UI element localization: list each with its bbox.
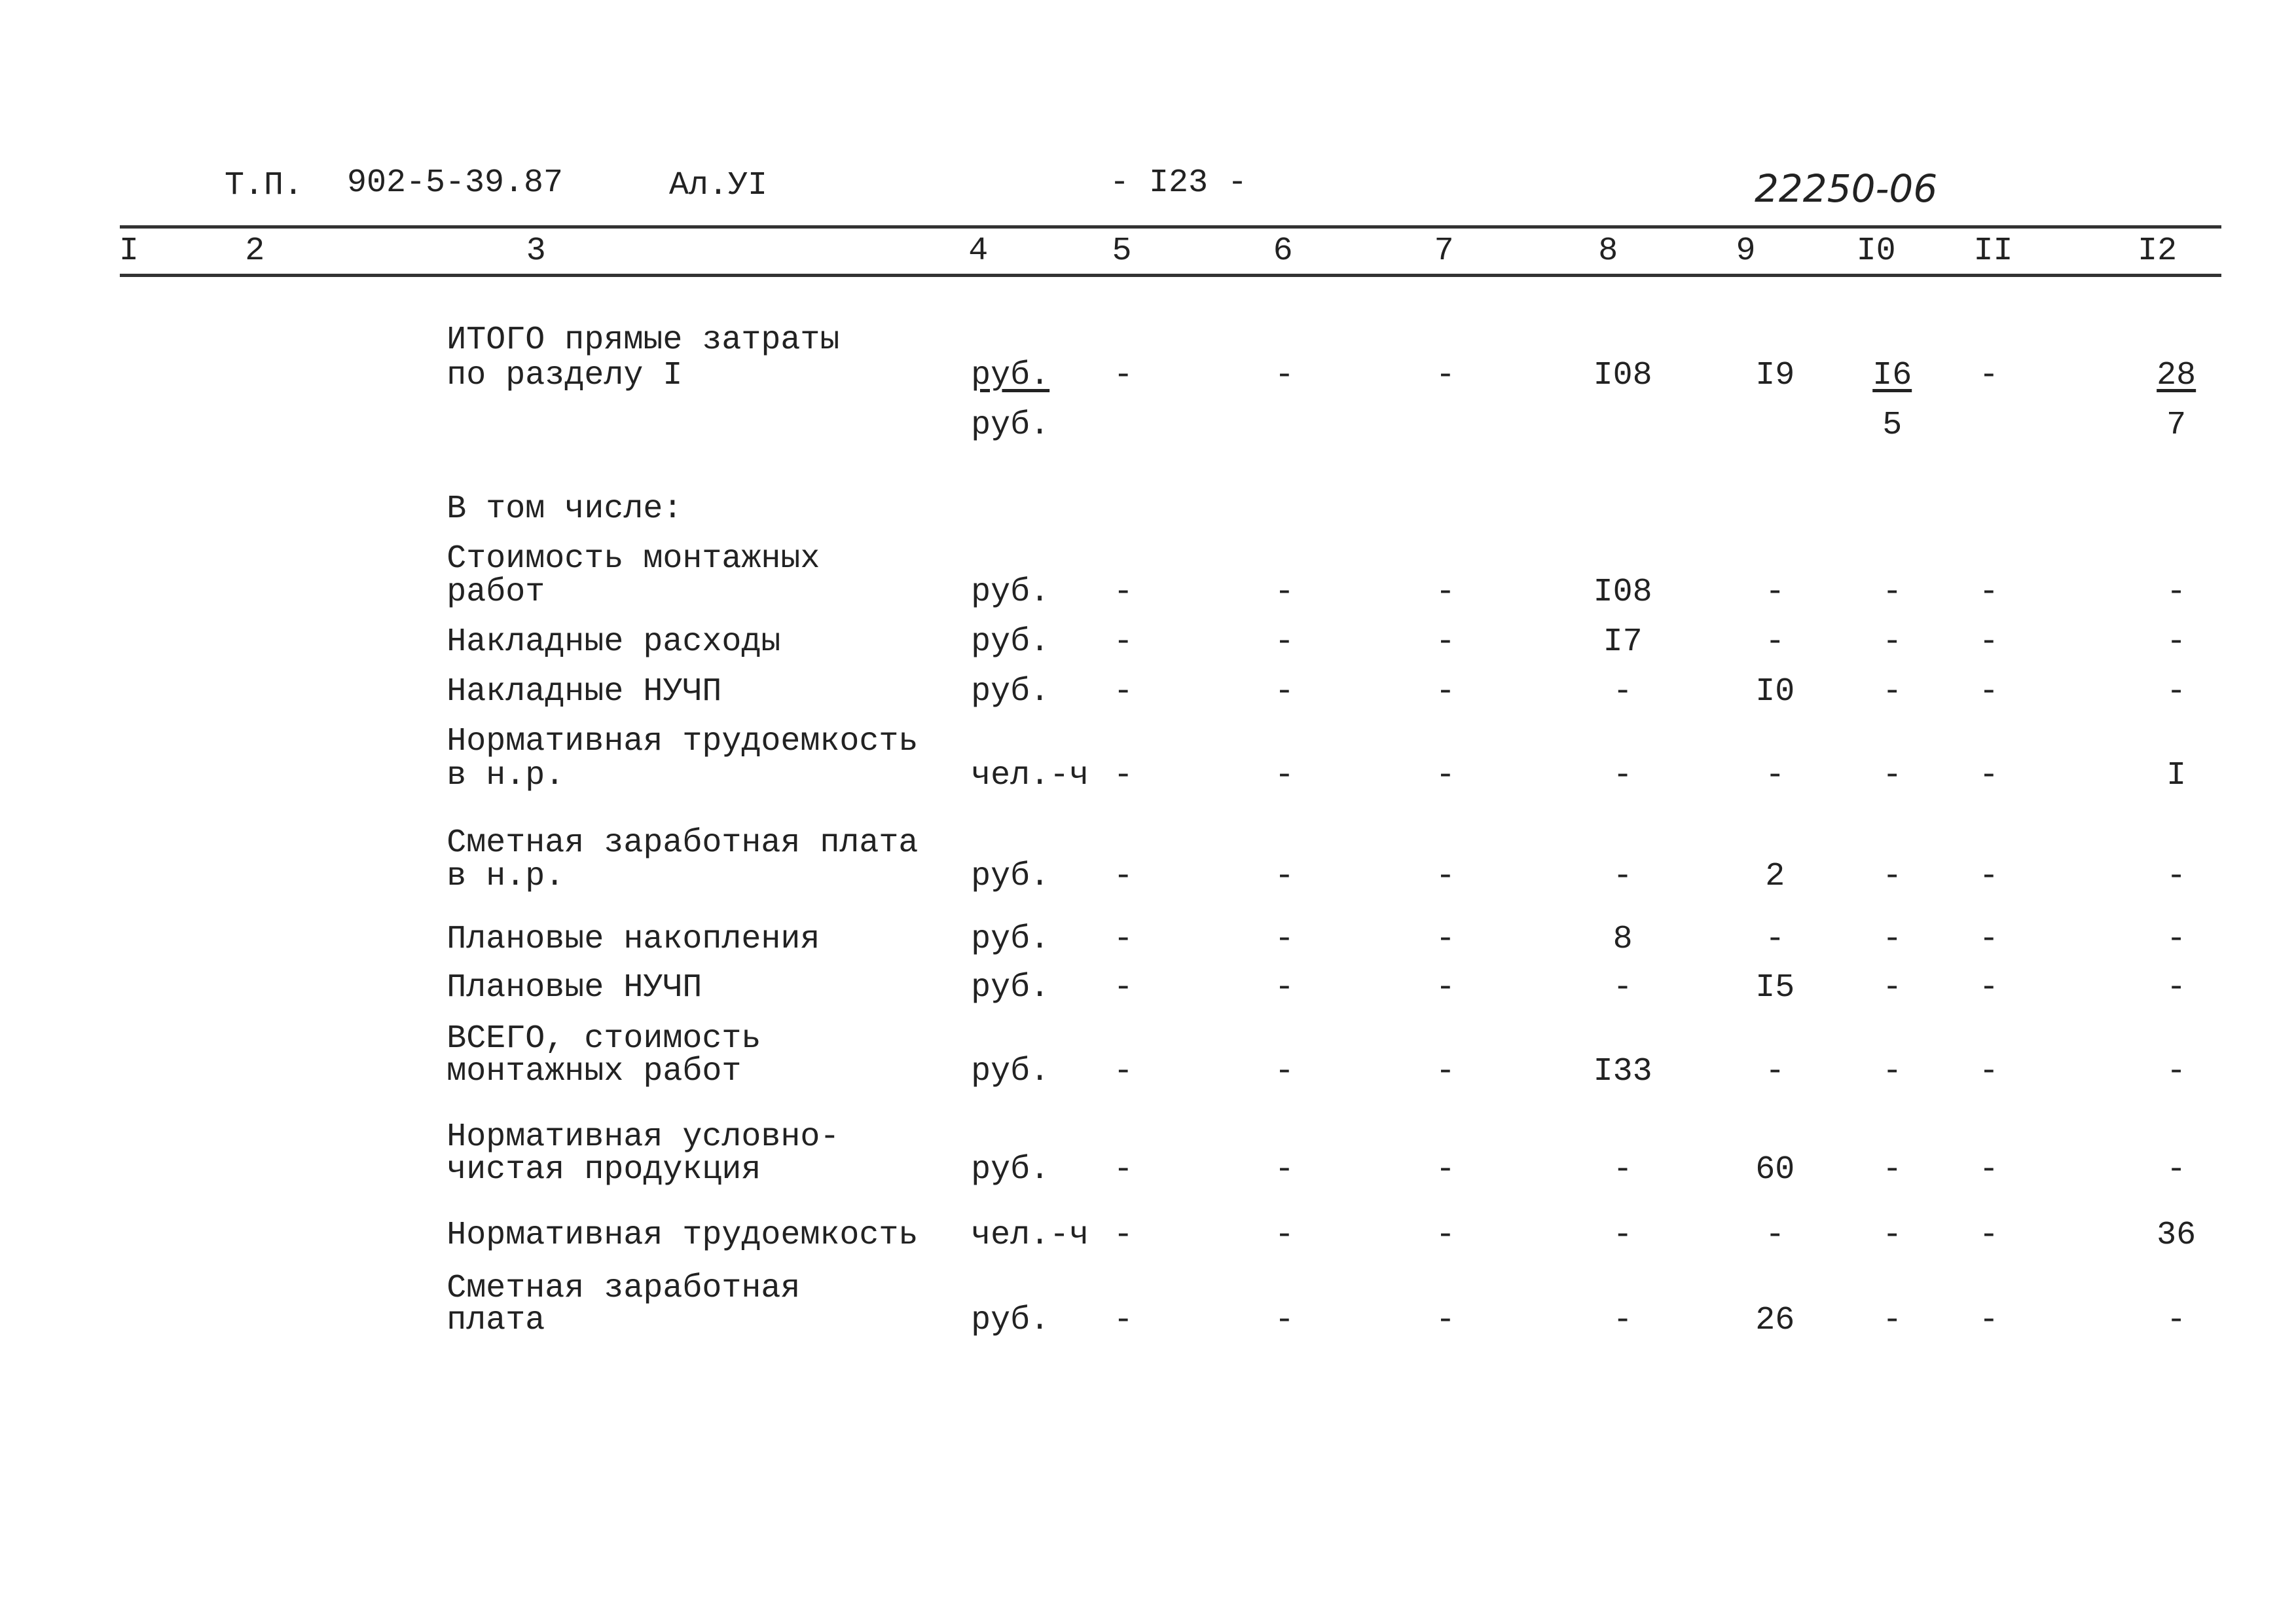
cell-col-12: -	[2166, 574, 2187, 612]
cell-col-7: -	[1435, 1052, 1455, 1090]
cell-col-10: -	[1882, 921, 1903, 959]
cell-col-6: -	[1274, 756, 1294, 794]
cell-col-11: -	[1978, 1301, 1999, 1339]
row-label: плата	[446, 1301, 545, 1339]
cell-col-8: I08	[1593, 574, 1652, 612]
cell-col-8: -	[1613, 969, 1633, 1007]
album-number: Ал.УI	[669, 167, 768, 204]
cell-col-6: -	[1274, 858, 1294, 896]
cell-col-11: -	[1978, 756, 1999, 794]
cell-col-6: -	[1274, 574, 1294, 612]
column-number: 6	[1273, 232, 1293, 270]
column-number: 3	[526, 232, 546, 270]
cell-col-10: 5	[1882, 407, 1903, 445]
cell-col-5: -	[1113, 858, 1133, 896]
cell-col-5: -	[1113, 1217, 1133, 1255]
cell-col-8: -	[1613, 1151, 1633, 1189]
cell-col-10: -	[1882, 1217, 1903, 1255]
cell-col-6: -	[1274, 357, 1294, 395]
row-label: В том числе:	[446, 490, 683, 528]
cell-col-7: -	[1435, 1301, 1455, 1339]
column-number: I2	[2138, 232, 2178, 270]
cell-col-6: -	[1274, 1052, 1294, 1090]
cell-col-10: -	[1882, 1052, 1903, 1090]
cell-col-9: I0	[1755, 673, 1795, 711]
unit: руб.	[971, 673, 1050, 711]
column-number: I0	[1856, 232, 1896, 270]
cell-col-12: -	[2166, 1052, 2187, 1090]
cell-col-8: I7	[1603, 623, 1643, 661]
cell-col-8: -	[1613, 1217, 1633, 1255]
cell-col-5: -	[1113, 921, 1133, 959]
cell-col-7: -	[1435, 969, 1455, 1007]
cell-col-9: 26	[1755, 1301, 1795, 1339]
row-label: Сметная заработная	[446, 1269, 801, 1307]
cell-col-7: -	[1435, 756, 1455, 794]
cell-col-5: -	[1113, 574, 1133, 612]
unit: руб.	[971, 858, 1050, 896]
row-label: в н.р.	[446, 756, 565, 794]
cell-col-12: 36	[2157, 1217, 2196, 1255]
cell-col-12: -	[2166, 921, 2187, 959]
cell-col-12: -	[2166, 1151, 2187, 1189]
cell-col-6: -	[1274, 623, 1294, 661]
cell-col-5: -	[1113, 1301, 1133, 1339]
cell-col-12: 7	[2166, 407, 2187, 445]
cell-col-9: I9	[1755, 357, 1795, 395]
cell-col-11: -	[1978, 574, 1999, 612]
cell-col-6: -	[1274, 921, 1294, 959]
cell-col-10: -	[1882, 969, 1903, 1007]
cell-col-7: -	[1435, 574, 1455, 612]
row-label: работ	[446, 574, 545, 612]
cell-col-7: -	[1435, 357, 1455, 395]
cell-col-11: -	[1978, 1151, 1999, 1189]
unit: руб.	[971, 357, 1050, 395]
cell-col-5: -	[1113, 1052, 1133, 1090]
cell-col-9: -	[1765, 623, 1785, 661]
cell-col-12: -	[2166, 969, 2187, 1007]
cell-col-11: -	[1978, 623, 1999, 661]
column-number: I	[118, 232, 139, 270]
unit: чел.-ч	[971, 1217, 1089, 1255]
cell-col-5: -	[1113, 1151, 1133, 1189]
cell-col-11: -	[1978, 1052, 1999, 1090]
cell-col-8: I33	[1593, 1052, 1652, 1090]
cell-col-8: -	[1613, 756, 1633, 794]
cell-col-6: -	[1274, 969, 1294, 1007]
row-label: в н.р.	[446, 858, 565, 896]
cell-col-11: -	[1978, 1217, 1999, 1255]
unit: руб.	[971, 1151, 1050, 1189]
row-label: монтажных работ	[446, 1052, 742, 1090]
cell-col-10: I6	[1872, 357, 1912, 395]
column-number: II	[1973, 232, 2013, 270]
column-number: 2	[245, 232, 265, 270]
doc-code: Т.П.	[225, 167, 304, 204]
unit: руб.	[971, 623, 1050, 661]
cell-col-7: -	[1435, 673, 1455, 711]
cell-col-11: -	[1978, 921, 1999, 959]
cell-col-5: -	[1113, 357, 1133, 395]
cell-col-8: -	[1613, 1301, 1633, 1339]
cell-col-6: -	[1274, 1217, 1294, 1255]
cell-col-12: -	[2166, 623, 2187, 661]
unit: руб.	[971, 1052, 1050, 1090]
cell-col-7: -	[1435, 1151, 1455, 1189]
row-label: Плановые накопления	[446, 921, 820, 959]
unit: чел.-ч	[971, 756, 1089, 794]
cell-col-11: -	[1978, 357, 1999, 395]
row-label: Стоимость монтажных	[446, 540, 820, 578]
row-label: ВСЕГО, стоимость	[446, 1020, 761, 1058]
cell-col-10: -	[1882, 756, 1903, 794]
cell-col-9: -	[1765, 574, 1785, 612]
cell-col-7: -	[1435, 623, 1455, 661]
cell-col-10: -	[1882, 574, 1903, 612]
row-label: Нормативная трудоемкость	[446, 723, 919, 761]
cell-col-8: I08	[1593, 357, 1652, 395]
cell-col-11: -	[1978, 673, 1999, 711]
unit: руб.	[971, 407, 1050, 445]
cell-col-9: I5	[1755, 969, 1795, 1007]
cell-col-7: -	[1435, 858, 1455, 896]
row-label: ИТОГО прямые затраты	[446, 322, 840, 360]
unit: руб.	[971, 1301, 1050, 1339]
cell-col-10: -	[1882, 673, 1903, 711]
header-bottom-rule	[120, 274, 2221, 277]
cell-col-9: -	[1765, 756, 1785, 794]
cell-col-11: -	[1978, 969, 1999, 1007]
project-number: 902-5-39.87	[347, 164, 564, 202]
cell-col-10: -	[1882, 1301, 1903, 1339]
cell-col-8: 8	[1613, 921, 1633, 959]
cell-col-7: -	[1435, 1217, 1455, 1255]
header-top-rule	[120, 225, 2221, 229]
cell-col-6: -	[1274, 673, 1294, 711]
cell-col-12: -	[2166, 1301, 2187, 1339]
unit: руб.	[971, 969, 1050, 1007]
cell-col-6: -	[1274, 1151, 1294, 1189]
cell-col-11: -	[1978, 858, 1999, 896]
cell-col-5: -	[1113, 623, 1133, 661]
row-label: Плановые НУЧП	[446, 969, 702, 1007]
cell-col-5: -	[1113, 756, 1133, 794]
cell-col-10: -	[1882, 623, 1903, 661]
row-label: Нормативная условно-	[446, 1118, 840, 1156]
column-number: 4	[968, 232, 989, 270]
cell-col-12: I	[2166, 756, 2187, 794]
row-label: Накладные расходы	[446, 623, 781, 661]
row-label: чистая продукция	[446, 1151, 761, 1189]
row-label: Нормативная трудоемкость	[446, 1217, 919, 1255]
cell-col-7: -	[1435, 921, 1455, 959]
cell-col-10: -	[1882, 858, 1903, 896]
cell-col-9: -	[1765, 921, 1785, 959]
cell-col-6: -	[1274, 1301, 1294, 1339]
cell-col-12: -	[2166, 673, 2187, 711]
cell-col-5: -	[1113, 673, 1133, 711]
handwritten-number: 22250-06	[1755, 166, 1938, 211]
page-number: - I23 -	[1110, 164, 1248, 202]
cell-col-12: 28	[2157, 357, 2196, 395]
cell-col-5: -	[1113, 969, 1133, 1007]
cell-col-10: -	[1882, 1151, 1903, 1189]
cell-col-8: -	[1613, 673, 1633, 711]
column-number: 8	[1598, 232, 1618, 270]
cell-col-9: -	[1765, 1052, 1785, 1090]
column-number: 7	[1434, 232, 1454, 270]
unit: руб.	[971, 574, 1050, 612]
cell-col-9: -	[1765, 1217, 1785, 1255]
cell-col-9: 60	[1755, 1151, 1795, 1189]
cell-col-9: 2	[1765, 858, 1785, 896]
unit: руб.	[971, 921, 1050, 959]
cell-col-12: -	[2166, 858, 2187, 896]
column-number: 5	[1112, 232, 1132, 270]
cell-col-8: -	[1613, 858, 1633, 896]
column-number: 9	[1736, 232, 1756, 270]
row-label: по разделу I	[446, 357, 683, 395]
row-label: Сметная заработная плата	[446, 824, 919, 862]
row-label: Накладные НУЧП	[446, 673, 722, 711]
